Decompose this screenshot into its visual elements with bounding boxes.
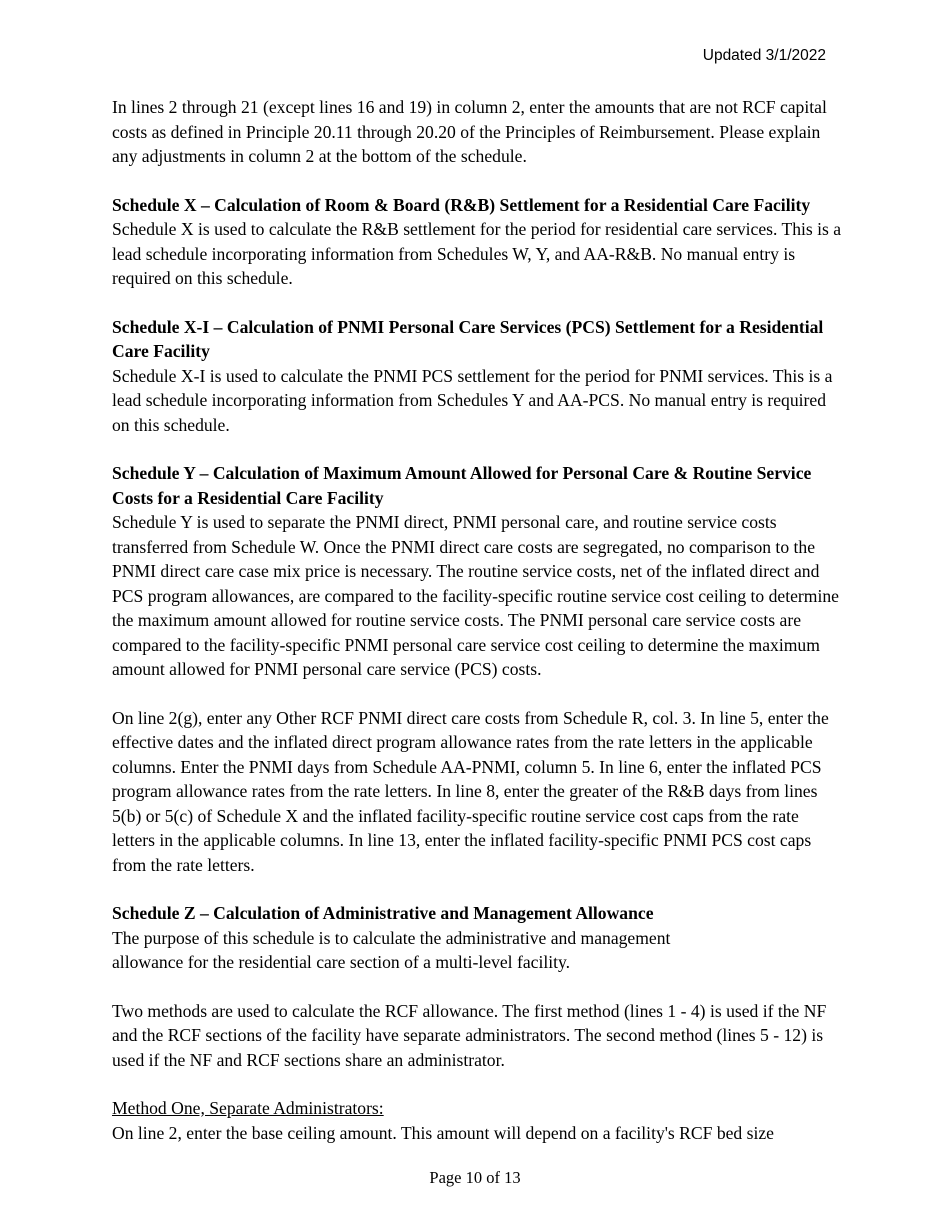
paragraph-schedule-y: Schedule Y is used to separate the PNMI direct, PNMI personal care, and routine service costs transferred from Schedule W. Once the PNMI direct care costs are segregated, no comparison to the PNMI direct care case mix price is necessary. The routine service costs, net of the inflated direct and PCS program allowances, are compared to the facility-specific routine service cost ceiling to determine the maximum amount allowed for routine service costs. The PNMI personal care service costs are compared to the facility-specific PNMI personal care service cost ceiling to determine the maximum amount allowed for PNMI personal care service (PCS) costs. <box>112 512 839 679</box>
heading-schedule-z: Schedule Z – Calculation of Administrative and Management Allowance <box>112 903 654 923</box>
paragraph-schedule-x: Schedule X is used to calculate the R&B settlement for the period for residential care services. This is a lead schedule incorporating information from Schedules W, Y, and AA-R&B. No manual entry is required on this schedule. <box>112 219 842 288</box>
paragraph-schedule-x-i: Schedule X-I is used to calculate the PNMI PCS settlement for the period for PNMI services. This is a lead schedule incorporating information from Schedules Y and AA-PCS. No manual entry is required on this schedule. <box>112 365 833 435</box>
paragraph-schedule-z-line1: The purpose of this schedule is to calculate the administrative and management <box>112 927 671 948</box>
paragraph-schedule-z-methods: Two methods are used to calculate the RCF allowance. The first method (lines 1 - 4) is used if the NF and the RCF sections of the facility have separate administrators. The second method (lines 5 - 12) is used if the NF and RCF sections share an administrator. <box>112 1000 827 1070</box>
heading-schedule-x: Schedule X – Calculation of Room & Board (R&B) Settlement for a Residential Care Facility <box>112 194 811 215</box>
page-number: Page 10 of 13 <box>429 1168 521 1187</box>
subheading-method-one: Method One, Separate Administrators: <box>112 1098 384 1118</box>
paragraph-schedule-y-lines: On line 2(g), enter any Other RCF PNMI direct care costs from Schedule R, col. 3. In line 5, enter the effective dates and the inflated direct program allowance rates from the rate letters in the applicable columns. Enter the PNMI days from Schedule AA-PNMI, column 5. In line 6, enter the inflated PCS program allowance rates from the rate letters. In line 8, enter the greater of the R&B days from lines 5(b) or 5(c) of Schedule X and the inflated facility-specific routine service cost caps from the rate letters in the applicable columns. In line 13, enter the inflated facility-specific PNMI PCS cost caps from the rate letters. <box>112 707 829 875</box>
updated-date: Updated 3/1/2022 <box>702 47 826 64</box>
heading-schedule-y: Schedule Y – Calculation of Maximum Amount Allowed for Personal Care & Routine Service Costs for a Residential Care Facility <box>112 463 812 508</box>
heading-schedule-x-i: Schedule X-I – Calculation of PNMI Personal Care Services (PCS) Settlement for a Residential Care Facility <box>112 316 824 361</box>
paragraph-method-one: On line 2, enter the base ceiling amount. This amount will depend on a facility's RCF bed size <box>112 1122 774 1143</box>
document-body <box>112 95 842 1145</box>
paragraph-capital-costs: In lines 2 through 21 (except lines 16 and 19) in column 2, enter the amounts that are not RCF capital costs as defined in Principle 20.11 through 20.20 of the Principles of Reimbursement. Please explain any adjustments in column 2 at the bottom of the schedule. <box>112 97 827 166</box>
paragraph-schedule-z-line2: allowance for the residential care section of a multi-level facility. <box>112 952 571 972</box>
